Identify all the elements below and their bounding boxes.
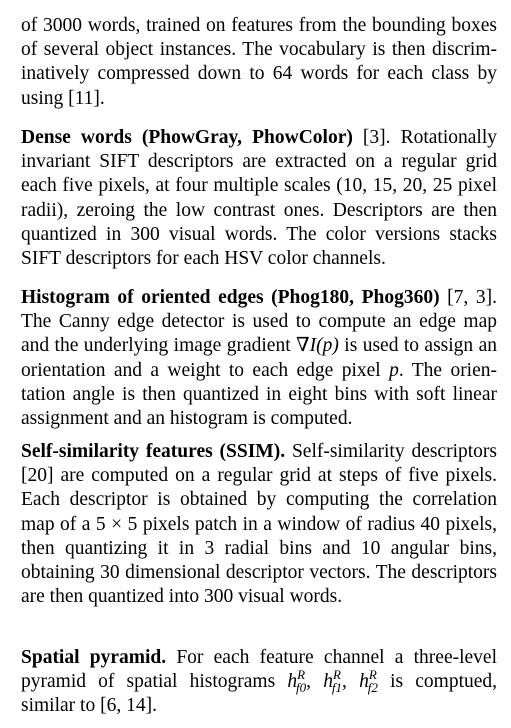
paragraph-heading: Dense words (PhowGray, PhowColor) — [21, 127, 353, 148]
paragraph-heading: Self-similarity features (SSIM). — [21, 441, 286, 462]
paragraph-dense-words — [21, 126, 497, 271]
paragraph-text: pixels patch in a window of radius 40 pixels, then quantizing it in 3 radial bins and 10 angular bins, obtaining 30 dimensional descriptor vectors. The descriptors are then quantized into 300 visual words. — [21, 513, 497, 608]
paragraph-text: Self-similarity descriptors [20] are computed on a regular grid at steps of five pixels. Each descriptor is obtained by computing the correlation map of a — [21, 441, 497, 535]
paragraph-text: is used to assign an orientation and a weight to each edge pixel — [21, 335, 497, 381]
paragraph-spatial-pyramid — [21, 646, 497, 719]
math-histogram-0: $h^R_{f0}$ — [287, 667, 307, 696]
paragraph-ssim — [21, 440, 497, 609]
paragraph-text: is comptued, similar to [6, 14]. — [21, 671, 498, 717]
paragraph-vocabulary — [21, 14, 497, 111]
math-histogram-1: $h^R_{f1}$ — [323, 667, 343, 696]
math-histogram-2: $h^R_{f2}$ — [359, 667, 378, 696]
paragraph-phog — [21, 286, 497, 431]
math-separator: , — [306, 671, 324, 693]
math-gradient: ∇I(p) — [296, 335, 339, 357]
paragraph-text: For each feature channel a three-level pyramid of spatial histograms — [21, 647, 497, 693]
paragraph-text: [7, 3]. The Canny edge detector is used to compute an edge map and the underlying image gradient — [21, 287, 497, 357]
math-patch-size: 5 × 5 — [95, 513, 138, 535]
math-separator: , — [342, 671, 360, 693]
math-pixel: p — [389, 359, 399, 381]
paragraph-text: [3]. Rotationally invariant SIFT descriptors are extracted on a regular grid each five pixels, at four multiple scales (10, 15, 20, 25 pixel radii), zeroing the low contrast ones. Descriptors are then quantized in 300 visual words. The color versions stacks SIFT descriptors for each HSV color channels. — [21, 127, 497, 270]
paragraph-text: . The orientation angle is then quantized in eight bins with soft linear assignment and an histogram is computed. — [21, 359, 498, 430]
paragraph-heading: Spatial pyramid. — [21, 647, 167, 668]
paragraph-heading: Histogram of oriented edges (Phog180, Phog360) — [21, 287, 440, 308]
paragraph-text: of 3000 words, trained on features from the bounding boxes of several object instances. The vocabulary is then discriminatively compressed down to 64 words for each class by using [11]. — [21, 15, 497, 109]
